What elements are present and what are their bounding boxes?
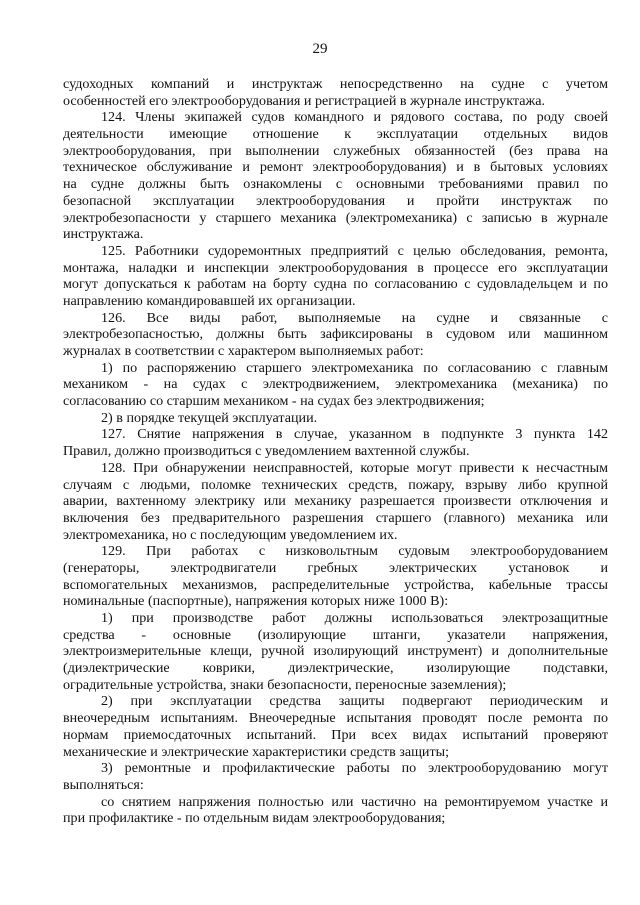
text-line: механиком - на судах с электродвижением, электромеханика (механика) по [63,376,608,393]
text-line: (диэлектрические коврики, диэлектрические, изолирующие подставки, [63,660,608,677]
page-number: 29 [312,41,328,57]
text-line: согласованию со старшим механиком - на судах без электродвижения; [63,393,485,410]
text-line: нормам приемосдаточных испытаний. При всех видах испытаний проверяют [63,726,608,743]
text-line: 126. Все виды работ, выполняемые на судне и связанные с [101,309,608,326]
text-line: номинальные (паспортные), напряжения которых ниже 1000 В): [63,593,449,610]
text-line: направлению командировавшей их организации. [63,292,356,309]
text-line: техническое обслуживание и ремонт электрооборудования) и в бытовых условиях [63,159,608,176]
text-line: безопасной эксплуатации электрооборудования и пройти инструктаж по [63,192,608,209]
document-body [63,76,608,827]
text-line: внеочередным испытаниям. Внеочередные испытания проводят после ремонта по [63,710,608,727]
text-line: журналах в соответствии с характером выполняемых работ: [63,343,424,359]
text-line: электробезопасности у старшего механика (электромеханика) с записью в журнале [63,209,608,226]
text-line: 129. При работах с низковольтным судовым электрооборудованием [101,543,608,560]
text-line: электрооборудования, при выполнении служебных обязанностей (без права на [63,142,608,159]
text-line: на судне должны быть ознакомлены с основными требованиями правил по [63,176,608,193]
text-line: 3) ремонтные и профилактические работы по электрооборудованию могут [101,760,608,777]
text-line: 127. Снятие напряжения в случае, указанном в подпункте 3 пункта 142 [101,426,608,443]
text-line: включения без предварительного разрешения старшего (главного) механика или [63,509,608,526]
text-line: 1) по распоряжению старшего электромеханика по согласованию с главным [101,359,608,376]
text-line: 124. Члены экипажей судов командного и рядового состава, по роду своей [101,109,608,126]
text-line: 128. При обнаружении неисправностей, которые могут привести к несчастным [101,459,608,476]
text-line: 125. Работники судоремонтных предприятий с целью обследования, ремонта, [101,242,608,259]
text-line: инструктажа. [63,226,144,243]
text-line: судоходных компаний и инструктаж непосредственно на судне с учетом [63,76,608,92]
text-line: деятельности имеющие отношение к эксплуатации отдельных видов [63,126,608,143]
text-line: случаям с людьми, поломке технических средств, пожару, взрыву либо крупной [63,476,608,493]
text-line: 2) в порядке текущей эксплуатации. [101,409,318,426]
text-line: оградительные устройства, знаки безопасности, переносные заземления); [63,676,507,693]
text-line: электробезопасностью, должны быть зафиксированы в судовом или машинном [63,326,608,343]
text-line: Правил, должно производиться с уведомлением вахтенной службы. [63,443,470,460]
text-line: 2) при эксплуатации средства защиты подвергают периодическим и [101,693,608,710]
text-line: 1) при производстве работ должны использоваться электрозащитные [101,610,608,626]
text-line: со снятием напряжения полностью или частично на ремонтируемом участке и [101,793,608,810]
text-line: при профилактике - по отдельным видам электрооборудования; [63,810,446,827]
text-line: вспомогательных механизмов, распределительные устройства, кабельные трассы [63,576,608,593]
text-line: средства - основные (изолирующие штанги, указатели напряжения, [63,626,608,643]
text-line: аварии, вахтенному электрику или механику разрешается произвести отключения и [63,493,608,510]
text-line: электромеханика, но с последующим уведомлением их. [63,526,398,543]
text-line: механические и электрические характеристики средств защиты; [63,743,450,760]
text-line: монтажа, наладки и инспекции электрооборудования в процессе его эксплуатации [63,259,608,276]
text-line: выполняться: [63,776,144,793]
text-line: особенностей его электрооборудования и регистрацией в журнале инструктажа. [63,92,545,109]
text-line: могут допускаться к работам на борту судна по согласованию с судовладельцем и по [63,276,608,293]
text-line: электроизмерительные клещи, ручной изолирующий инструмент) и дополнительные [63,643,608,660]
text-line: (генераторы, электродвигатели гребных электрических установок и [63,559,608,576]
